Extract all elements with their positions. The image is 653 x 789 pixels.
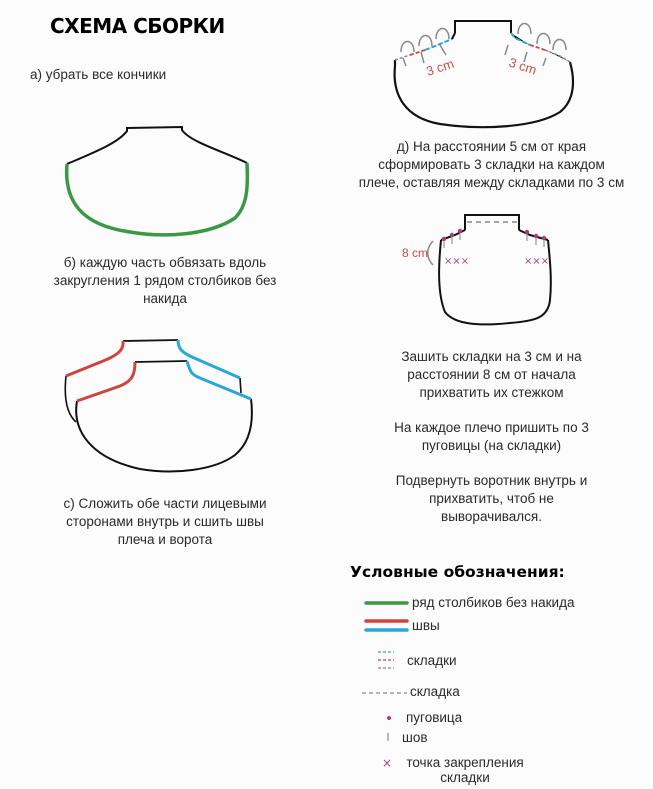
legend-item-seams: швы: [412, 618, 440, 633]
step-c-text: с) Сложить обе части лицевыми сторонами внутрь и сшить швы плеча и ворота: [63, 496, 267, 547]
fold-cross-marks-left: ×××: [444, 256, 470, 267]
step-a-text: а) убрать все кончики: [30, 67, 167, 82]
step-d-text: д) На расстоянии 5 см от края сформировать 3 складки на каждом плече, оставляя между складками по 3 см: [358, 139, 625, 190]
fold-markers-icon: [378, 652, 394, 668]
legend-item-green: ряд столбиков без накида: [412, 595, 575, 610]
legend-item-anchor: точка закрепления складки: [406, 755, 524, 785]
page-title: СХЕМА СБОРКИ: [50, 14, 225, 38]
fold-cross-marks-right: ×××: [524, 256, 550, 267]
step-g-text: Подвернуть воротник внутрь и прихватить, чтоб не выворачивался.: [395, 473, 588, 524]
fold-gap-label-right: 3 cm: [507, 54, 539, 78]
legend-item-stitch: шов: [402, 730, 428, 745]
stitch-distance-label: 8 cm: [402, 246, 429, 260]
legend-item-button: пуговица: [406, 710, 463, 725]
cross-icon: ×: [382, 756, 393, 770]
fold-gap-label-left: 3 cm: [424, 55, 456, 79]
legend-item-fold: складка: [410, 684, 460, 699]
legend-item-folds: складки: [407, 653, 457, 668]
legend-title: Условные обозначения:: [350, 563, 565, 581]
step-e-text: Зашить складки на 3 см и на расстоянии 8 см от начала прихватить их стежком: [401, 349, 582, 400]
step-b-text: б) каждую часть обвязать вдоль закругления 1 рядом столбиков без накида: [53, 255, 277, 306]
button-dot-icon: [387, 716, 391, 720]
step-f-text: На каждое плечо пришить по 3 пуговицы (на складки): [394, 420, 589, 453]
